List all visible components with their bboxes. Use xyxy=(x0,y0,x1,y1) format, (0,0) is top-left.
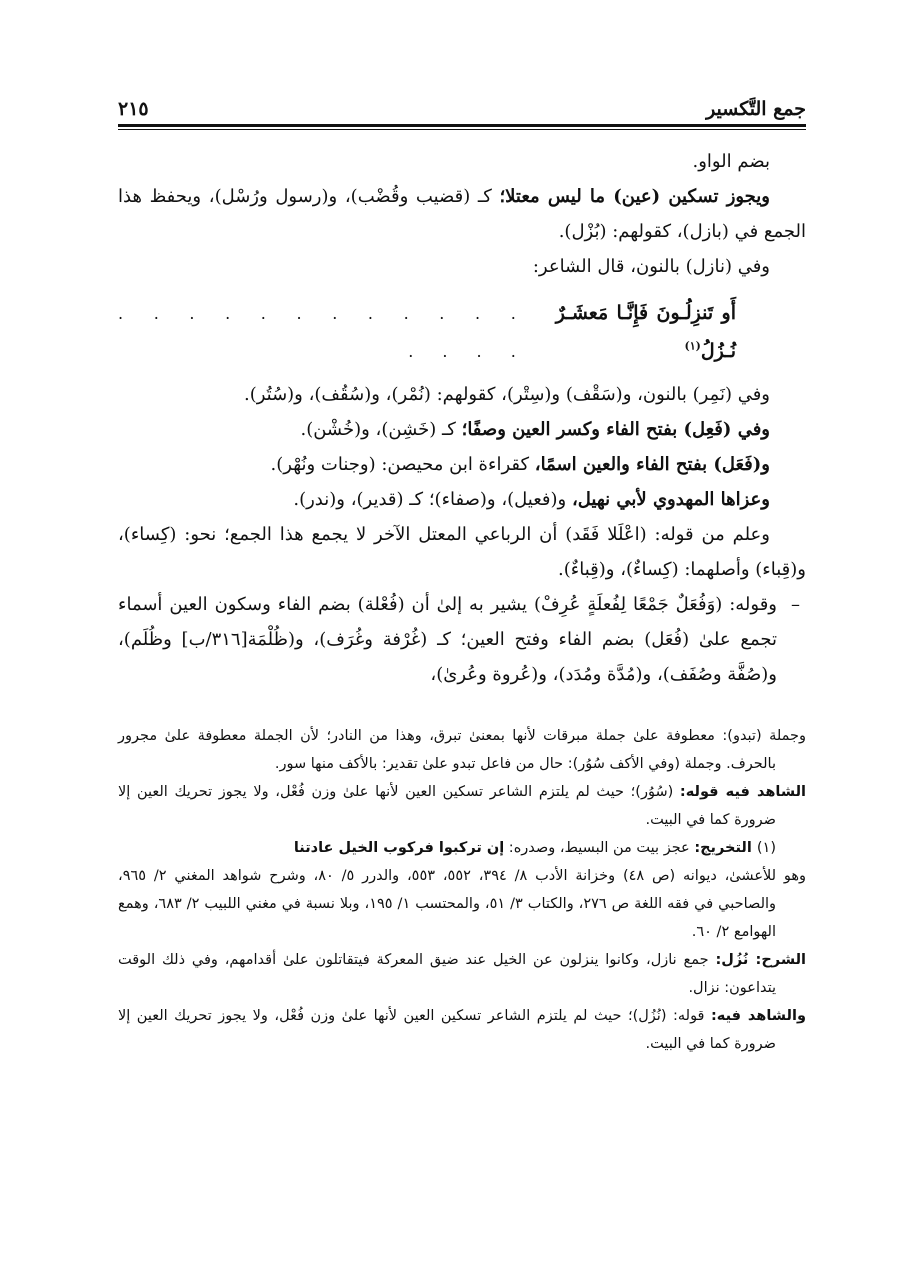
verse-dots: . . . . . . . . . . . . . . . . xyxy=(118,304,528,361)
paragraph-5-bold: وفي (فَعِل) بفتح الفاء وكسر العين وصفًا؛ xyxy=(461,419,770,440)
paragraph-8: وعلم من قوله: (اعْلَلا فَقَد) أن الرباعي المعتل الآخر لا يجمع هذا الجمع؛ نحو: (كِساء)، و(قِباء) وأصلهما: (كِساءٌ)، و(قِباءٌ). xyxy=(118,524,806,580)
main-text xyxy=(118,144,806,692)
paragraph-1: بضم الواو. xyxy=(692,151,770,172)
paragraph-3: وفي (نازل) بالنون، قال الشاعر: xyxy=(532,256,770,277)
footnote-sharh-label: الشرح: نُزُل: xyxy=(715,952,806,968)
chapter-title: جمع التَّكسير xyxy=(706,98,806,120)
dash-mark: – xyxy=(791,594,800,615)
verse-line: أَو تَنزِلُـونَ فَإِنَّـا مَعشَـرٌ نُـزُلُ xyxy=(555,302,736,362)
header-rule xyxy=(118,124,806,130)
book-page xyxy=(118,80,806,1231)
paragraph-2 xyxy=(118,179,806,249)
poetry-verse xyxy=(118,294,806,371)
footnote-shahid-2 xyxy=(118,1002,806,1058)
footnote-sharh-text: جمع نازل، وكانوا ينزلون عن الخيل عند ضيق المعركة فيتقاتلون علىٰ أقدامهم، وفي ذلك الوقت يتداعون: نزال. xyxy=(118,952,776,996)
paragraph-6-bold: و(فَعَل) بفتح الفاء والعين اسمًا، xyxy=(534,454,770,475)
footnote-1-label: التخريج: xyxy=(694,840,757,856)
running-head xyxy=(118,80,806,120)
footnote-sources: وهو للأعشىٰ، ديوانه (ص ٤٨) وخزانة الأدب ٨/ ٣٩٤، ٥٥٢، ٥٥٣، والدرر ٥/ ٨٠، وشرح شواهد المغني ٢/ ٩٦٥، والصاحبي في فقه اللغة ص ٢٧٦، والكتاب ٣/ ٥١، والمحتسب ١/ ١٩٥، وبلا نسبة في مغني اللبيب ٢/ ٦٨٣، وهمع الهوامع ٢/ ٦٠. xyxy=(118,868,807,940)
paragraph-5 xyxy=(118,412,806,447)
paragraph-9 xyxy=(118,587,806,692)
footnote-1-quote: إن تركبوا فركوب الخيل عادتنا xyxy=(293,840,505,856)
paragraph-2-rest: كـ (قضيب وقُضْب)، و(رسول ورُسْل)، ويحفظ هذا الجمع في (بازل)، كقولهم: (بُزْل). xyxy=(118,186,806,242)
paragraph-7-bold: وعزاها المهدوي لأبي نهيل، xyxy=(571,489,770,510)
footnote-shahid-1-text: (سُوُر)؛ حيث لم يلتزم الشاعر تسكين العين لأنها علىٰ وزن فُعْل، ولا يجوز تحريك العين إلا ضرورة كما في البيت. xyxy=(118,784,776,828)
footnote-shahid-1 xyxy=(118,778,806,834)
paragraph-5-rest: كـ (خَشِن)، و(خُشْن). xyxy=(300,419,462,440)
footnote-1-takhrij xyxy=(118,834,806,862)
paragraph-2-bold: ويجوز تسكين (عين) ما ليس معتلا؛ xyxy=(499,186,771,207)
page-number: ٢١٥ xyxy=(118,98,149,120)
footnote-continuation: وجملة (تبدو): معطوفة علىٰ جملة مبرقات لأنها بمعنىٰ تبرق، وهذا من النادر؛ لأن الجملة معطوفة علىٰ مجرور بالحرف. وجملة (وفي الأكف سُوُر): حال من فاعل تبدو علىٰ تقدير: بالأكف منها سور. xyxy=(118,728,806,772)
footnote-shahid-2-text: قوله: (نُزُل)؛ حيث لم يلتزم الشاعر تسكين العين لأنها علىٰ وزن فُعْل، ولا يجوز تحريك العين إلا ضرورة كما في البيت. xyxy=(118,1008,776,1052)
footnote-sharh xyxy=(118,946,806,1002)
footnote-1-number: (١) xyxy=(756,840,776,856)
verse-footnote-ref: (١) xyxy=(684,339,701,353)
footnotes xyxy=(118,722,806,1058)
verse-text xyxy=(556,294,736,370)
paragraph-4: وفي (نَمِر) بالنون، و(سَقْف) و(سِتْر)، كقولهم: (نُمْر)، و(سُقُف)، و(سُتُر). xyxy=(243,384,770,405)
paragraph-9-text: وقوله: (وَفُعَلٌ جَمْعًا لِفُعلَةٍ عُرِفْ) يشير به إلىٰ أن (فُعْلة) بضم الفاء وسكون العين أسماء تجمع علىٰ (فُعَل) بضم الفاء وفتح العين؛ كـ (غُرْفة وغُرَف)، و(ظُلْمَة[٣١٦/ب] وظُلَم)، و(صُفَّة وصُفَف)، و(مُدَّة ومُدَد)، و(عُروة وعُرىٰ)، xyxy=(118,594,777,685)
paragraph-7 xyxy=(118,482,806,517)
paragraph-7-rest: و(فعيل)، و(صفاء)؛ كـ (قدير)، و(ندر). xyxy=(293,489,572,510)
footnote-shahid-1-label: الشاهد فيه قوله: xyxy=(679,784,807,800)
footnote-shahid-2-label: والشاهد فيه: xyxy=(710,1008,806,1024)
paragraph-6 xyxy=(118,447,806,482)
footnote-1-text: عجز بيت من البسيط، وصدره: xyxy=(504,840,695,856)
paragraph-6-rest: كقراءة ابن محيصن: (وجنات ونُهْر). xyxy=(270,454,535,475)
